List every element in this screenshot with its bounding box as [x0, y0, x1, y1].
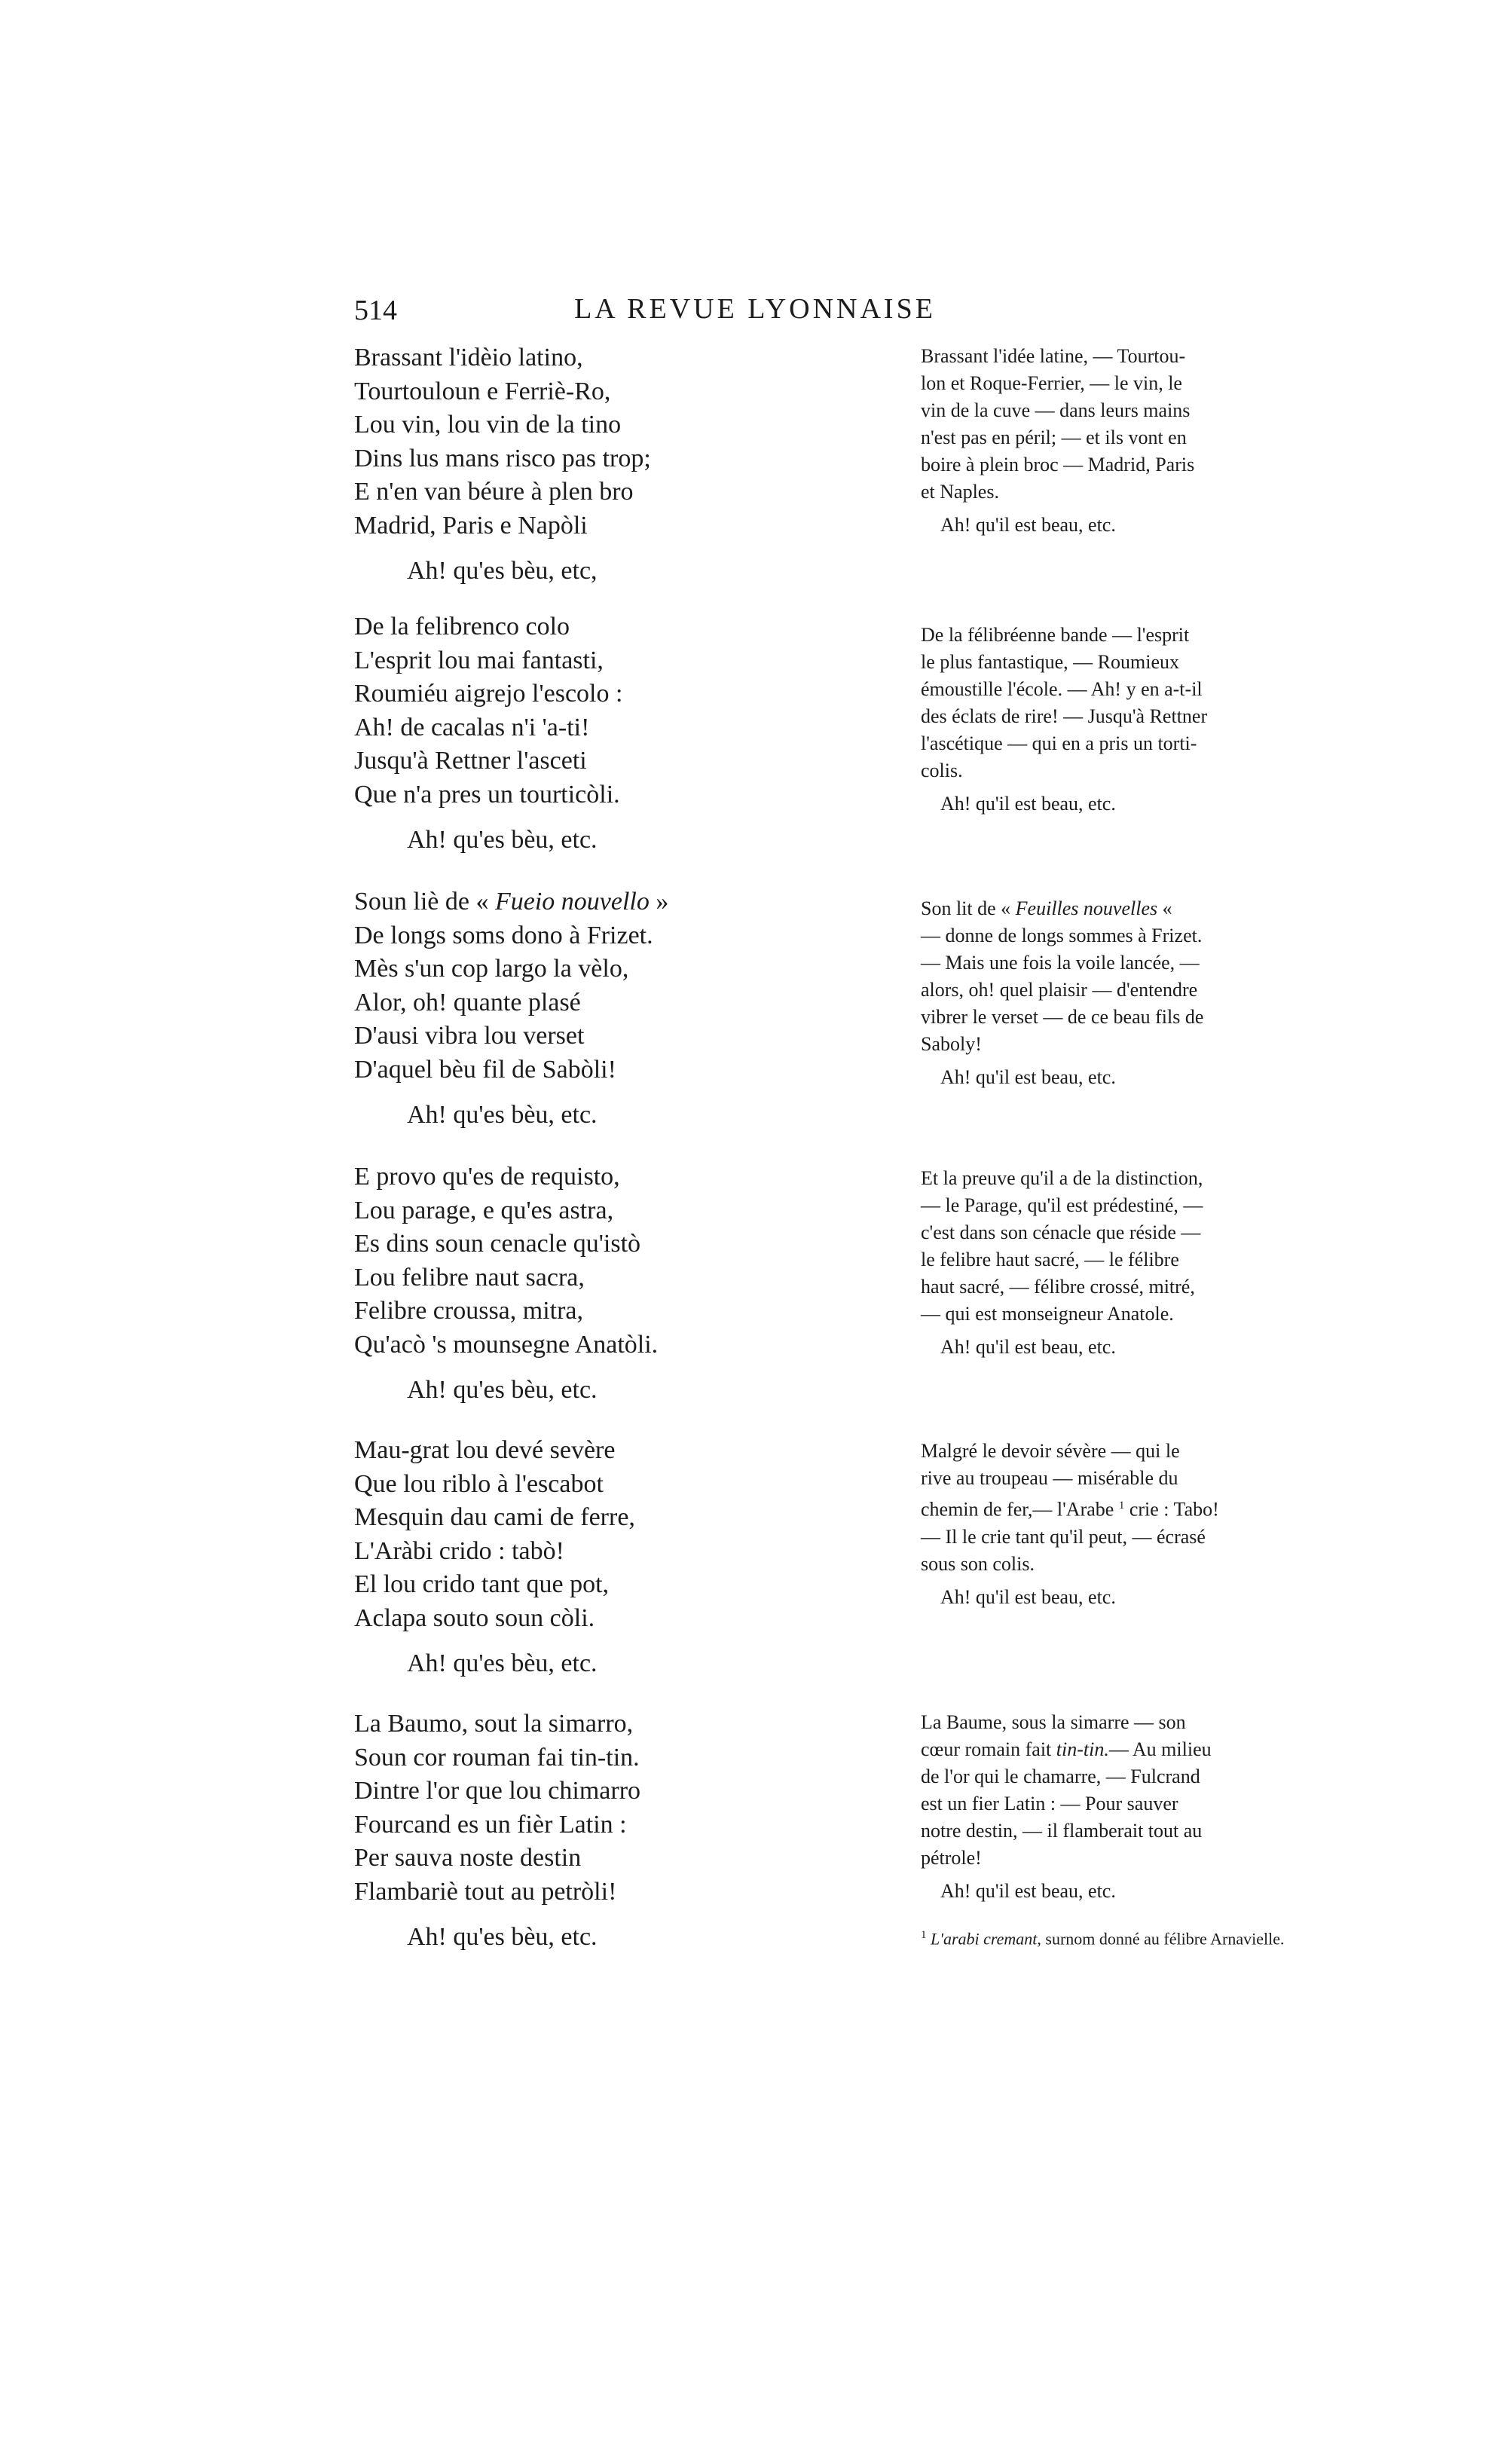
verse-line: Tourtouloun e Ferriè-Ro,: [354, 377, 611, 405]
verse-line: Flambariè tout au petròli!: [354, 1877, 617, 1906]
translation-line: Et la preuve qu'il a de la distinction,: [921, 1167, 1203, 1189]
verse-line: Mès s'un cop largo la vèlo,: [354, 955, 629, 983]
translation-line: notre destin, — il flamberait tout au: [921, 1820, 1203, 1842]
stanza-3: [354, 885, 746, 1133]
translation-line: de l'or qui le chamarre, — Fulcrand: [921, 1765, 1200, 1787]
translation-3: [921, 895, 1290, 1091]
translation-1: [921, 343, 1290, 539]
stanza-4: [354, 1160, 746, 1408]
translation-line: vin de la cuve — dans leurs mains: [921, 399, 1191, 421]
translation-line: — Il le crie tant qu'il peut, — écrasé: [921, 1525, 1206, 1548]
verse-line: D'ausi vibra lou verset: [354, 1022, 585, 1050]
translation-refrain: Ah! qu'il est beau, etc.: [940, 793, 1116, 815]
translation-line: l'ascétique — qui en a pris un torti-: [921, 732, 1197, 754]
translation-line: De la félibréenne bande — l'esprit: [921, 624, 1190, 646]
translation-text: crie : Tabo!: [1124, 1498, 1219, 1521]
translation-line: haut sacré, — félibre crossé, mitré,: [921, 1276, 1195, 1298]
translation-6: [921, 1709, 1290, 1905]
verse-line: [354, 885, 746, 919]
translation-line: Brassant l'idée latine, — Tourtou-: [921, 345, 1186, 367]
verse-line: Per sauva noste destin: [354, 1844, 582, 1872]
stanza-2: [354, 610, 746, 858]
refrain: Ah! qu'es bèu, etc.: [407, 1923, 598, 1951]
translation-text: — Au milieu: [1108, 1738, 1212, 1760]
translation-line: La Baume, sous la simarre — son: [921, 1711, 1186, 1733]
verse-line: Es dins soun cenacle qu'istò: [354, 1230, 641, 1258]
verse-line: Felibre croussa, mitra,: [354, 1297, 584, 1325]
verse-line: Que lou riblo à l'escabot: [354, 1469, 604, 1498]
verse-line: El lou crido tant que pot,: [354, 1570, 610, 1598]
translation-text: «: [1157, 897, 1172, 919]
translation-text: chemin de fer,— l'Arabe: [921, 1498, 1119, 1521]
italic-word: tin-tin.: [1056, 1738, 1109, 1760]
translation-refrain: Ah! qu'il est beau, etc.: [940, 514, 1116, 536]
refrain: Ah! qu'es bèu, etc.: [407, 826, 598, 854]
translation-line: [921, 1736, 1290, 1763]
verse-line: Dintre l'or que lou chimarro: [354, 1777, 641, 1805]
verse-line: Lou parage, e qu'es astra,: [354, 1196, 614, 1224]
translation-line: Saboly!: [921, 1033, 982, 1055]
verse-line: Lou felibre naut sacra,: [354, 1263, 585, 1292]
translation-line: — le Parage, qu'il est prédestiné, —: [921, 1194, 1203, 1216]
translation-line: vibrer le verset — de ce beau fils de: [921, 1006, 1204, 1028]
translation-line: et Naples.: [921, 481, 999, 503]
translation-line: — Mais une fois la voile lancée, —: [921, 952, 1200, 974]
translation-refrain: Ah! qu'il est beau, etc.: [940, 1585, 1116, 1608]
translation-line: Malgré le devoir sévère — qui le: [921, 1440, 1180, 1462]
translation-line: — qui est monseigneur Anatole.: [921, 1303, 1174, 1325]
verse-line: E n'en van béure à plen bro: [354, 478, 634, 506]
translation-text: cœur romain fait: [921, 1738, 1056, 1760]
translation-line: le felibre haut sacré, — le félibre: [921, 1249, 1179, 1270]
verse-line: Aclapa souto soun còli.: [354, 1603, 595, 1632]
translation-line: rive au troupeau — misérable du: [921, 1467, 1178, 1489]
footnote-ref: 1: [1118, 1499, 1125, 1512]
verse-text: »: [649, 888, 669, 916]
translation-line: boire à plein broc — Madrid, Paris: [921, 454, 1195, 475]
footnote-term: L'arabi cremant: [931, 1929, 1038, 1949]
verse-line: De la felibrenco colo: [354, 613, 570, 640]
verse-line: Lou vin, lou vin de la tino: [354, 411, 622, 439]
verse-line: L'esprit lou mai fantasti,: [354, 646, 604, 674]
footnote-text: , surnom donné au félibre Arnavielle.: [1037, 1929, 1285, 1949]
translation-refrain: Ah! qu'il est beau, etc.: [940, 1066, 1116, 1088]
title-italic: Fueio nouvello: [494, 888, 650, 916]
refrain: Ah! qu'es bèu, etc,: [407, 557, 598, 585]
translation-text: Son lit de «: [921, 897, 1016, 919]
verse-line: Brassant l'idèio latino,: [354, 344, 583, 371]
translation-line: sous son colis.: [921, 1552, 1035, 1575]
translation-4: [921, 1165, 1290, 1361]
translation-line: des éclats de rire! — Jusqu'à Rettner: [921, 705, 1208, 727]
footnote: [921, 1924, 1290, 1950]
verse-line: Roumiéu aigrejo l'escolo :: [354, 680, 623, 708]
refrain: Ah! qu'es bèu, etc.: [407, 1101, 598, 1129]
refrain: Ah! qu'es bèu, etc.: [407, 1649, 598, 1677]
verse-line: Fourcand es un fièr Latin :: [354, 1810, 627, 1839]
translation-line: c'est dans son cénacle que réside —: [921, 1221, 1201, 1243]
verse-line: De longs soms dono à Frizet.: [354, 921, 653, 949]
translation-refrain: Ah! qu'il est beau, etc.: [940, 1880, 1116, 1902]
verse-line: L'Aràbi crido : tabò!: [354, 1536, 564, 1565]
verse-line: Qu'acò 's mounsegne Anatòli.: [354, 1330, 659, 1359]
translation-2: [921, 622, 1290, 818]
refrain: Ah! qu'es bèu, etc.: [407, 1376, 598, 1404]
translation-line: — donne de longs sommes à Frizet.: [921, 925, 1203, 946]
verse-line: Alor, oh! quante plasé: [354, 988, 581, 1016]
verse-line: La Baumo, sout la simarro,: [354, 1710, 634, 1738]
translation-line: pétrole!: [921, 1847, 982, 1869]
translation-refrain: Ah! qu'il est beau, etc.: [940, 1336, 1116, 1358]
translation-line: colis.: [921, 760, 963, 781]
verse-line: D'aquel bèu fil de Sabòli!: [354, 1055, 616, 1084]
footnote-mark: 1: [921, 1929, 927, 1941]
verse-line: Mau-grat lou devé sevère: [354, 1436, 616, 1464]
translation-line: [921, 895, 1290, 922]
translation-line: n'est pas en péril; — et ils vont en: [921, 426, 1187, 448]
verse-line: Jusqu'à Rettner l'asceti: [354, 747, 587, 775]
translation-line: [921, 1492, 1290, 1524]
verse-line: E provo qu'es de requisto,: [354, 1163, 620, 1191]
title-italic: Feuilles nouvelles: [1015, 897, 1158, 919]
stanza-6: [354, 1707, 746, 1955]
translation-line: émoustille l'école. — Ah! y en a-t-il: [921, 678, 1203, 700]
verse-line: Ah! de cacalas n'i 'a-ti!: [354, 713, 590, 741]
translation-line: alors, oh! quel plaisir — d'entendre: [921, 979, 1198, 1001]
translation-line: lon et Roque-Ferrier, — le vin, le: [921, 372, 1182, 394]
verse-line: Dins lus mans risco pas trop;: [354, 444, 651, 472]
verse-line: Que n'a pres un tourticòli.: [354, 780, 620, 809]
verse-line: Madrid, Paris e Napòli: [354, 511, 588, 540]
translation-line: le plus fantastique, — Roumieux: [921, 651, 1180, 673]
running-title: LA REVUE LYONNAISE: [574, 293, 936, 325]
page-number: 514: [354, 295, 397, 326]
verse-line: Mesquin dau cami de ferre,: [354, 1503, 635, 1531]
translation-line: est un fier Latin : — Pour sauver: [921, 1793, 1178, 1814]
translation-5: [921, 1438, 1290, 1611]
stanza-5: [354, 1434, 746, 1681]
stanza-1: [354, 341, 746, 588]
verse-line: Soun cor rouman fai tin-tin.: [354, 1743, 640, 1772]
verse-text: Soun liè de «: [354, 888, 495, 916]
